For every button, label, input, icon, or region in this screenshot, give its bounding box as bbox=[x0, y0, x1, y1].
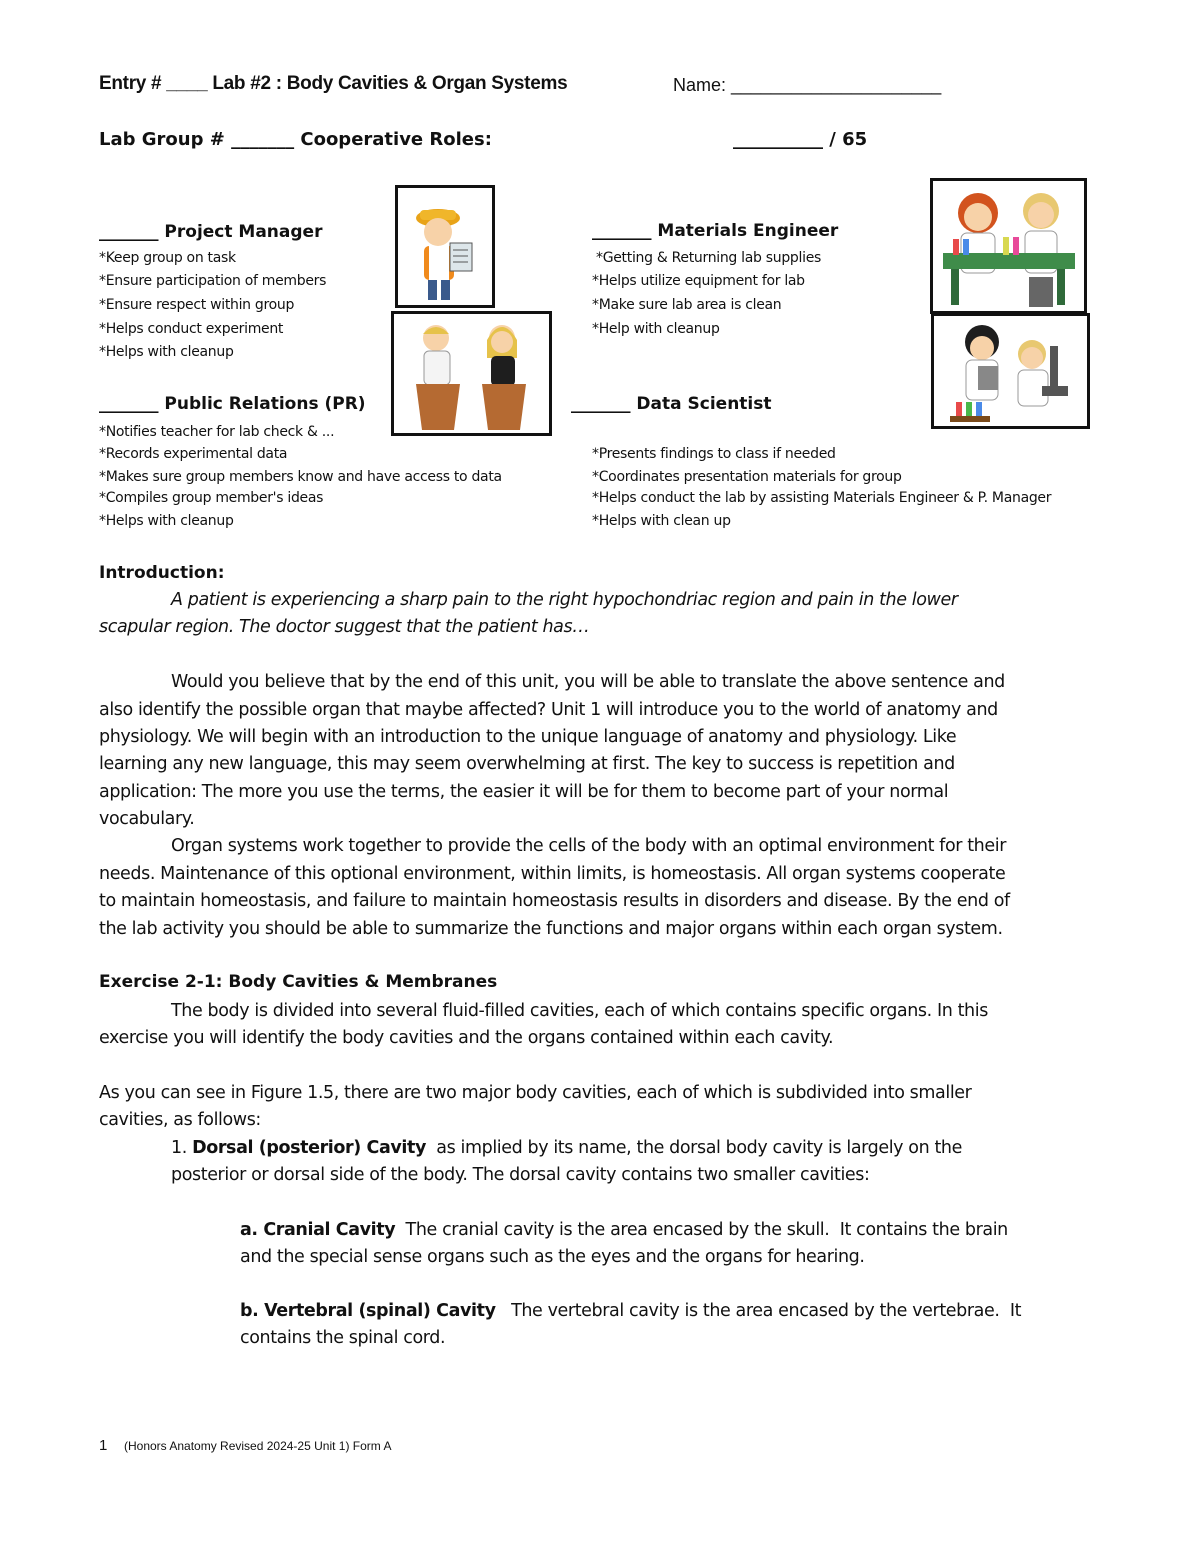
intro-p2-line: Organ systems work together to provide the cells of the body with an optimal environment for their bbox=[171, 836, 1006, 856]
intro-p1-line: learning any new language, this may seem overwhelming at first. The key to success is repetition and bbox=[99, 754, 955, 774]
project-manager-title: _______ Project Manager bbox=[99, 222, 323, 242]
duty-item: *Helps with clean up bbox=[592, 513, 731, 529]
scenario-line-2: scapular region. The doctor suggest that the patient has… bbox=[99, 617, 590, 637]
exercise-heading: Exercise 2-1: Body Cavities & Membranes bbox=[99, 972, 498, 992]
data-scientist-cartoon-icon bbox=[931, 313, 1090, 429]
vertebral-cavity-desc: The vertebral cavity is the area encased by the vertebrae. It bbox=[495, 1301, 1022, 1321]
dorsal-cavity-term: Dorsal (posterior) Cavity bbox=[192, 1138, 426, 1158]
intro-p1-line: physiology. We will begin with an introduction to the unique language of anatomy and physiology. Like bbox=[99, 727, 957, 747]
exercise-p1-line: exercise you will identify the body cavities and the organs contained within each cavity. bbox=[99, 1028, 834, 1048]
intro-p1-line: Would you believe that by the end of this unit, you will be able to translate the above sentence and bbox=[171, 672, 1005, 692]
exercise-p2-line: As you can see in Figure 1.5, there are two major body cavities, each of which is subdivided into smaller bbox=[99, 1083, 972, 1103]
intro-p1-line: vocabulary. bbox=[99, 809, 195, 829]
cranial-cavity-term: a. Cranial Cavity bbox=[240, 1220, 396, 1240]
data-scientist-title: _______ Data Scientist bbox=[571, 394, 772, 414]
dorsal-cavity-desc: as implied by its name, the dorsal body cavity is largely on the bbox=[425, 1138, 962, 1158]
dorsal-cavity-line-2: posterior or dorsal side of the body. The dorsal cavity contains two smaller cavities: bbox=[171, 1165, 870, 1185]
duty-item: *Compiles group member's ideas bbox=[99, 490, 324, 506]
dorsal-cavity-line-1 bbox=[171, 1135, 962, 1162]
duty-item: *Coordinates presentation materials for group bbox=[592, 469, 902, 485]
cranial-cavity-line-1 bbox=[240, 1217, 1008, 1244]
exercise-p2-line: cavities, as follows: bbox=[99, 1110, 261, 1130]
duty-item: *Make sure lab area is clean bbox=[592, 297, 782, 313]
item-number: 1. bbox=[171, 1138, 187, 1158]
public-relations-cartoon-icon bbox=[391, 311, 552, 436]
intro-p1-line: also identify the possible organ that maybe affected? Unit 1 will introduce you to the world of anatomy and bbox=[99, 700, 998, 720]
duty-item: *Helps utilize equipment for lab bbox=[592, 273, 805, 289]
duty-item: *Notifies teacher for lab check & ... bbox=[99, 424, 335, 440]
duty-item: *Ensure participation of members bbox=[99, 273, 327, 289]
cranial-cavity-line-2: and the special sense organs such as the eyes and the organs for hearing. bbox=[240, 1247, 865, 1267]
vertebral-cavity-line-1 bbox=[240, 1298, 1021, 1325]
intro-p2-line: needs. Maintenance of this optional environment, within limits, is homeostasis. All organ systems cooperate bbox=[99, 864, 1006, 884]
vertebral-cavity-term: b. Vertebral (spinal) Cavity bbox=[240, 1301, 496, 1321]
duty-item: *Keep group on task bbox=[99, 250, 236, 266]
duty-item: *Help with cleanup bbox=[592, 321, 720, 337]
introduction-heading: Introduction: bbox=[99, 563, 225, 583]
materials-engineer-cartoon-icon bbox=[930, 178, 1087, 314]
duty-item: *Presents findings to class if needed bbox=[592, 446, 836, 462]
footer-text: (Honors Anatomy Revised 2024-25 Unit 1) Form A bbox=[124, 1439, 392, 1453]
duty-item: *Helps with cleanup bbox=[99, 513, 234, 529]
score-line: __________ / 65 bbox=[733, 129, 868, 150]
duty-item: *Helps with cleanup bbox=[99, 344, 234, 360]
name-field: Name: _____________________ bbox=[673, 75, 942, 95]
duty-item: *Makes sure group members know and have access to data bbox=[99, 469, 502, 485]
public-relations-title: _______ Public Relations (PR) bbox=[99, 394, 366, 414]
duty-item: *Getting & Returning lab supplies bbox=[596, 250, 821, 266]
entry-lab-title: Entry # ____ Lab #2 : Body Cavities & Organ Systems bbox=[99, 73, 568, 94]
duty-item: *Helps conduct the lab by assisting Materials Engineer & P. Manager bbox=[592, 490, 1052, 506]
lab-group-line: Lab Group # _______ Cooperative Roles: bbox=[99, 129, 492, 150]
duty-item: *Ensure respect within group bbox=[99, 297, 295, 313]
intro-p1-line: application: The more you use the terms, the easier it will be for them to become part of your normal bbox=[99, 782, 949, 802]
vertebral-cavity-line-2: contains the spinal cord. bbox=[240, 1328, 446, 1348]
intro-p2-line: to maintain homeostasis, and failure to maintain homeostasis results in disorders and disease. By the end of bbox=[99, 891, 1010, 911]
exercise-p1-line: The body is divided into several fluid-filled cavities, each of which contains specific organs. In this bbox=[171, 1001, 988, 1021]
duty-item: *Helps conduct experiment bbox=[99, 321, 284, 337]
scenario-line-1: A patient is experiencing a sharp pain to the right hypochondriac region and pain in the lower bbox=[171, 590, 958, 610]
materials-engineer-title: _______ Materials Engineer bbox=[592, 221, 839, 241]
intro-p2-line: the lab activity you should be able to summarize the functions and major organs within each organ system. bbox=[99, 919, 1003, 939]
project-manager-cartoon-icon bbox=[395, 185, 495, 308]
duty-item: *Records experimental data bbox=[99, 446, 288, 462]
page-number: 1 bbox=[99, 1437, 108, 1454]
cranial-cavity-desc: The cranial cavity is the area encased by the skull. It contains the brain bbox=[395, 1220, 1008, 1240]
